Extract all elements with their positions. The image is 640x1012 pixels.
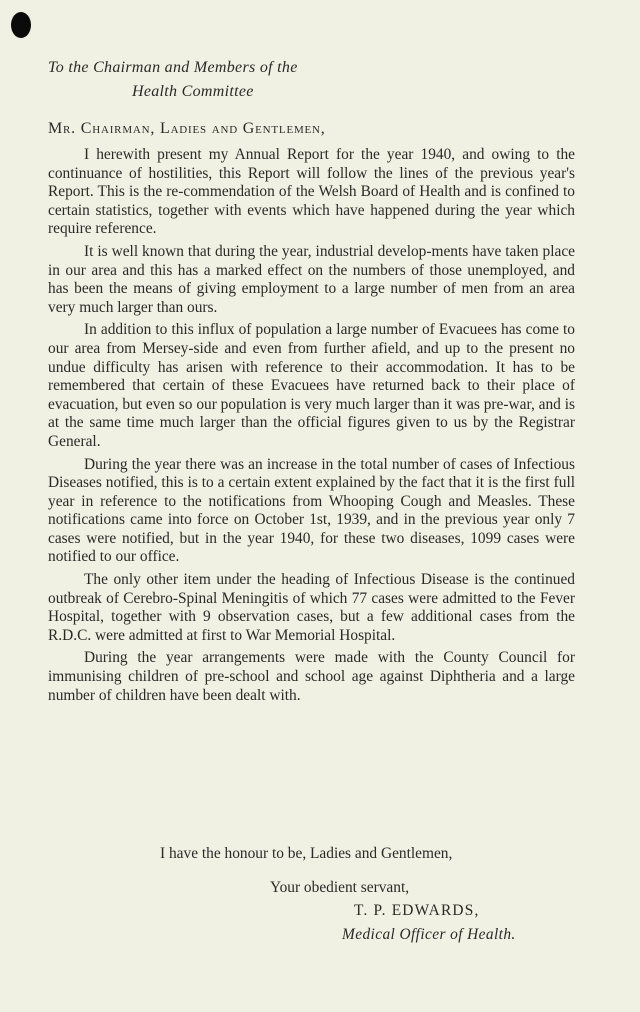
paragraph: During the year arrangements were made with the County Council for immunising children of pre-school and school age against Diphtheria and a large number of children have been dealt with.	[48, 649, 575, 704]
closing-line: I have the honour to be, Ladies and Gentlemen,	[160, 845, 453, 862]
paragraph: The only other item under the heading of Infectious Disease is the continued outbreak of Cerebro-Spinal Meningitis of which 77 cases were admitted to the Fever Hospital, together with 9 observation cases, but a few additional cases from the R.D.C. were admitted at first to War Memorial Hospital.	[48, 571, 575, 644]
paragraph: In addition to this influx of population a large number of Evacuees has come to our area from Mersey-side and even from further afield, and up to the present no undue difficulty has arisen with reference to their accommodation. It has to be remembered that certain of these Evacuees have returned back to their place of evacuation, but even so our population is very much larger than it was pre-war, and is at the same time much larger than the official figures given to us by the Registrar General.	[48, 321, 575, 450]
paragraph: It is well known that during the year, industrial develop-ments have taken place in our area and this has a marked effect on the numbers of those unemployed, and has been the means of giving employment to a large number of men from an area very much larger than ours.	[48, 242, 575, 316]
paragraph: I herewith present my Annual Report for the year 1940, and owing to the continuance of hostilities, this Report will follow the lines of the previous year's Report. This is the re-commendation of the Welsh Board of Health and is confined to certain statistics, together with events which have happened during the year which require reference.	[48, 146, 575, 238]
letter-body	[48, 146, 575, 709]
addressee	[48, 56, 448, 104]
punch-hole	[11, 12, 31, 38]
addressee-line-1: To the Chairman and Members of the	[48, 59, 298, 76]
signatory-name: T. P. EDWARDS,	[354, 902, 480, 919]
addressee-line-2: Health Committee	[132, 83, 254, 100]
paragraph: During the year there was an increase in the total number of cases of Infectious Diseases notified, this is to a certain extent explained by the fact that it is the first full year in reference to the notifications from Whooping Cough and Measles. These notifications came into force on October 1st, 1939, and in the previous year only 7 cases were notified, but in the year 1940, for these two diseases, 1099 cases were notified to our office.	[48, 455, 575, 566]
greeting: Mr. Chairman, Ladies and Gentlemen,	[48, 120, 326, 137]
signatory-title: Medical Officer of Health.	[342, 926, 516, 943]
valediction: Your obedient servant,	[270, 879, 410, 896]
